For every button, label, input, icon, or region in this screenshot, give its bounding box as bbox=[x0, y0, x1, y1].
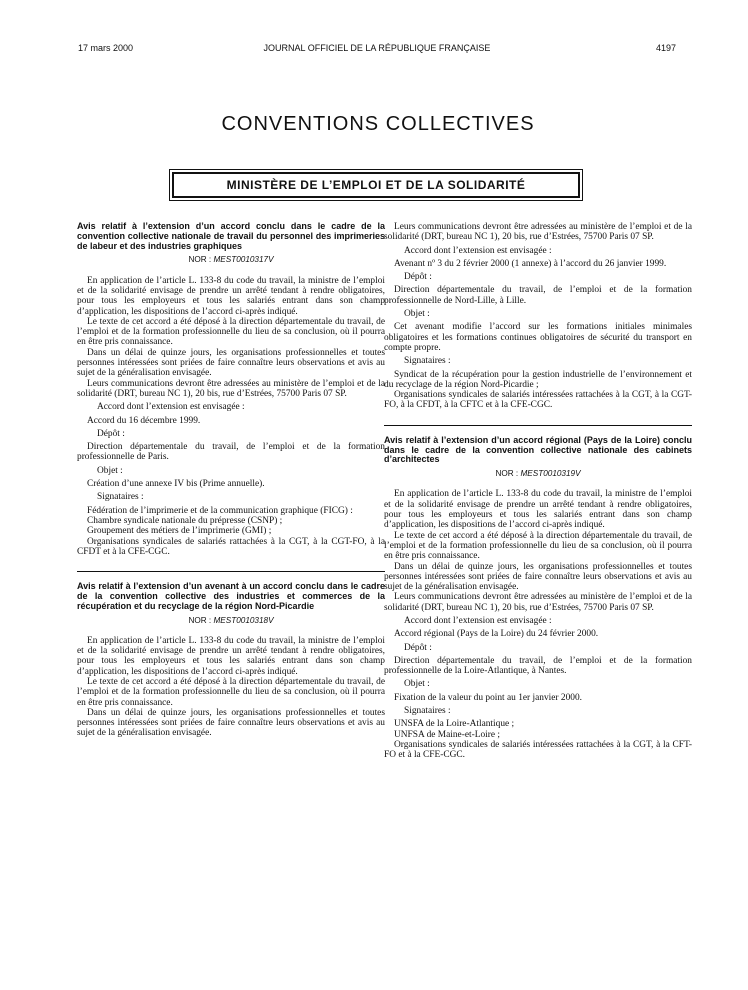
nor-reference: NOR : MEST0010319V bbox=[495, 469, 581, 479]
objet-value: Cet avenant modifie l’accord sur les formations initiales minimales obligatoires et les formations continues obligatoires de sécurité du transport en compte propre. bbox=[384, 322, 692, 353]
divider bbox=[384, 425, 692, 426]
depot-value: Direction départementale du travail, de l’emploi et de la formation professionnelle de la Loire-Atlantique, à Nantes. bbox=[384, 655, 692, 677]
label-accord: Accord dont l’extension est envisagée : bbox=[404, 245, 552, 256]
signatory: Chambre syndicale nationale du prépresse (CSNP) ; bbox=[87, 515, 283, 526]
depot-value: Direction départementale du travail, de l’emploi et de la formation professionnelle de Nord-Lille, à Lille. bbox=[384, 285, 692, 306]
paragraph: Dans un délai de quinze jours, les organisations professionnelles et toutes personnes intéressées sont priées de faire connaître leurs observations et avis au sujet de la généralisation envisagée. bbox=[384, 561, 692, 593]
paragraph: En application de l’article L. 133-8 du code du travail, la ministre de l’emploi et de la solidarité envisage de prendre un arrêté tendant à rendre obligatoires, pour tous les employeurs et tous les salariés entrant dans son champ d’application, les dispositions de l’accord ci-après indiqué. bbox=[384, 489, 692, 531]
label-signataires: Signataires : bbox=[404, 706, 451, 717]
notice-2-continued bbox=[384, 222, 692, 411]
paragraph: Leurs communications devront être adressées au ministère de l’emploi et de la solidarité (DRT, bureau NC 1), 20 bis, rue d’Estrées, 75700 Paris 07 SP. bbox=[384, 592, 692, 613]
objet-value: Création d’une annexe IV bis (Prime annuelle). bbox=[87, 479, 265, 490]
notice-title: Avis relatif à l’extension d’un avenant à un accord conclu dans le cadre de la convention collective des industries et commerces de la récupération et du recyclage de la région Nord-Picardie bbox=[77, 581, 385, 611]
accord-value: Accord du 16 décembre 1999. bbox=[87, 415, 201, 426]
header-page-number: 4197 bbox=[655, 43, 676, 53]
objet-value: Fixation de la valeur du point au 1er janvier 2000. bbox=[394, 692, 582, 703]
label-objet: Objet : bbox=[404, 679, 430, 690]
nor-code: MEST0010317V bbox=[213, 255, 274, 265]
accord-value: Avenant nº 3 du 2 février 2000 (1 annexe) à l’accord du 26 janvier 1999. bbox=[394, 258, 667, 269]
divider bbox=[77, 571, 385, 572]
notice-3 bbox=[384, 436, 692, 761]
label-depot: Dépôt : bbox=[404, 642, 432, 653]
signatory: Syndicat de la récupération pour la gestion industrielle de l’environnement et du recyclage de la région Nord-Picardie ; bbox=[384, 369, 692, 390]
paragraph: Le texte de cet accord a été déposé à la direction départementale du travail, de l’emploi et de la formation professionnelle du lieu de sa conclusion, où il pourra en être pris connaissance. bbox=[384, 530, 692, 562]
header-date: 17 mars 2000 bbox=[78, 43, 134, 53]
label-objet: Objet : bbox=[404, 309, 430, 320]
notice-2 bbox=[77, 582, 385, 739]
depot-value: Direction départementale du travail, de l’emploi et de la formation professionnelle de Paris. bbox=[77, 442, 385, 463]
nor-reference: NOR : MEST0010317V bbox=[188, 255, 274, 265]
nor-code: MEST0010319V bbox=[520, 469, 581, 479]
paragraph: Dans un délai de quinze jours, les organisations professionnelles et toutes personnes intéressées sont priées de faire connaître leurs observations et avis au sujet de la généralisation envisagée. bbox=[77, 707, 385, 739]
paragraph: En application de l’article L. 133-8 du code du travail, la ministre de l’emploi et de la solidarité envisage de prendre un arrêté tendant à rendre obligatoires, pour tous les employeurs et tous les salariés entrant dans son champ d’application, les dispositions de l’accord ci-après indiqué. bbox=[77, 275, 385, 317]
paragraph: Le texte de cet accord a été déposé à la direction départementale du travail, de l’emploi et de la formation professionnelle du lieu de sa conclusion, où il pourra en être pris connaissance. bbox=[77, 316, 385, 348]
right-column bbox=[384, 222, 692, 761]
notice-title: Avis relatif à l’extension d’un accord conclu dans le cadre de la convention collective nationale de travail du personnel des imprimeries de labeur et des industries graphiques bbox=[77, 221, 385, 251]
paragraph: Le texte de cet accord a été déposé à la direction départementale du travail, de l’emploi et de la formation professionnelle du lieu de sa conclusion, où il pourra en être pris connaissance. bbox=[77, 676, 385, 708]
label-objet: Objet : bbox=[97, 465, 123, 476]
paragraph: Leurs communications devront être adressées au ministère de l’emploi et de la solidarité (DRT, bureau NC 1), 20 bis, rue d’Estrées, 75700 Paris 07 SP. bbox=[77, 378, 385, 399]
left-column bbox=[77, 222, 385, 739]
paragraph: En application de l’article L. 133-8 du code du travail, la ministre de l’emploi et de la solidarité envisage de prendre un arrêté tendant à rendre obligatoires, pour tous les employeurs et tous les salariés entrant dans son champ d’application, les dispositions de l’accord ci-après indiqué. bbox=[77, 635, 385, 677]
label-depot: Dépôt : bbox=[404, 272, 432, 283]
label-accord: Accord dont l’extension est envisagée : bbox=[97, 402, 245, 413]
paragraph: Leurs communications devront être adressées au ministère de l’emploi et de la solidarité (DRT, bureau NC 1), 20 bis, rue d’Estrées, 75700 Paris 07 SP. bbox=[384, 222, 692, 243]
label-signataires: Signataires : bbox=[404, 356, 451, 367]
ministry-banner: MINISTÈRE DE L’EMPLOI ET DE LA SOLIDARITÉ bbox=[172, 172, 580, 198]
label-accord: Accord dont l’extension est envisagée : bbox=[404, 616, 552, 626]
signatory: Groupement des métiers de l’imprimerie (GMI) ; bbox=[87, 526, 272, 537]
header-journal-title: JOURNAL OFFICIEL DE LA RÉPUBLIQUE FRANÇAISE bbox=[263, 43, 491, 53]
signatory: UNSFA de la Loire-Atlantique ; bbox=[394, 719, 515, 730]
label-depot: Dépôt : bbox=[97, 428, 125, 439]
section-title: CONVENTIONS COLLECTIVES bbox=[221, 113, 535, 135]
signatory: Organisations syndicales de salariés intéressées rattachées à la CGT, à la CFT-FO et à la CFE-CGC. bbox=[384, 739, 692, 761]
label-signataires: Signataires : bbox=[97, 492, 144, 503]
notice-1 bbox=[77, 222, 385, 557]
signatory: Fédération de l’imprimerie et de la communication graphique (FICG) : bbox=[87, 505, 353, 516]
nor-code: MEST0010318V bbox=[213, 615, 274, 625]
signatory: Organisations syndicales de salariés intéressées rattachées à la CGT, à la CGT-FO, à la CFDT, à la CFTC et à la CFE-CGC. bbox=[384, 390, 692, 411]
signatory: Organisations syndicales de salariés rattachées à la CGT, à la CGT-FO, à la CFDT et à la CFE-CGC. bbox=[77, 536, 385, 557]
paragraph: Dans un délai de quinze jours, les organisations professionnelles et toutes personnes intéressées sont priées de faire connaître leurs observations et avis au sujet de la généralisation envisagée. bbox=[77, 347, 385, 379]
nor-reference: NOR : MEST0010318V bbox=[188, 615, 274, 625]
accord-value: Accord régional (Pays de la Loire) du 24 février 2000. bbox=[394, 629, 599, 640]
signatory: UNFSA de Maine-et-Loire ; bbox=[394, 729, 500, 740]
notice-title: Avis relatif à l’extension d’un accord régional (Pays de la Loire) conclu dans le cadre de la convention collective nationale des cabinets d’architectes bbox=[384, 434, 692, 465]
